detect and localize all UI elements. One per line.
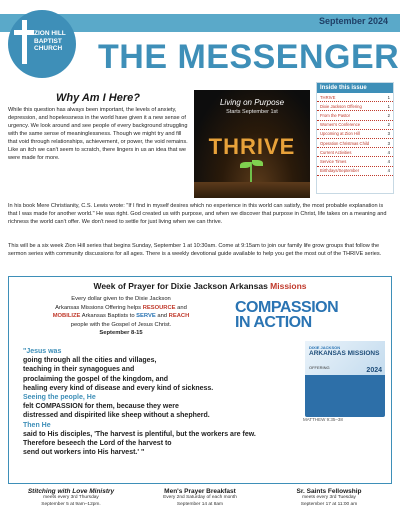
scripture-line: felt COMPASSION for them, because they were — [23, 403, 179, 411]
scripture-line: Seeing the people, He — [23, 394, 96, 402]
compassion-in-action-logo: COMPASSION IN ACTION — [235, 299, 339, 331]
toc-item[interactable]: Current Activities 4 — [317, 148, 393, 157]
event-mens-breakfast: Men's Prayer Breakfast Every 2nd Saturday of each month September 14 at 8am — [163, 488, 237, 507]
toc-item[interactable]: Birthdays/September 4 — [317, 167, 393, 176]
newsletter-title: THE MESSENGER — [98, 38, 400, 76]
article-intro: While this question has always been important, the levels of anxiety, depression, and hopelessness in the world have given it a new sense of urgency. We look around and see people of every background struggling with the same sense of meaninglessness. Though we might try and fill that void through relationships, achievement, or power, the void remains. Like an itch we can't seem to scratch, there lingers in us an idea that we were made for more. — [8, 107, 188, 161]
scripture-line: Therefore beseech the Lord of the harvest to — [23, 440, 172, 448]
toc-item[interactable]: From the Pastor 2 — [317, 111, 393, 120]
hero-subtitle: Starts September 1st — [226, 109, 278, 115]
toc-heading: Inside this issue — [317, 83, 393, 93]
hero-word: THRIVE — [208, 134, 296, 159]
soil-graphic — [194, 182, 310, 198]
scripture-line: send out workers into His harvest.' " — [23, 449, 145, 457]
scripture-line: proclaiming the gospel of the kingdom, and — [23, 375, 169, 383]
thrive-hero-image — [194, 90, 310, 198]
events-row — [8, 488, 392, 522]
toc-item[interactable]: Operation Christmas Child 3 — [317, 139, 393, 148]
issue-date: September 2024 — [318, 16, 388, 26]
event-stitching: Stitching with Love Ministry meets every 3rd Thursday September 5 at 9am–12pm. — [27, 488, 115, 507]
article-paragraph-lewis: In his book Mere Christianity, C.S. Lewis wrote: "If I find in myself desires which no experience in this world can satisfy, the most probable explanation is that I was made for another world." He was right. God created us with purpose, and when we discover that purpose in Christ, life takes on a meaning and richness the world can't offer. We don't need to settle for just living when we can thrive. — [8, 203, 387, 225]
toc-item[interactable]: Upcoming at Zion Hill 3 — [317, 130, 393, 139]
church-logo — [8, 10, 76, 78]
scripture-passage — [23, 347, 323, 457]
toc-list — [317, 93, 393, 176]
toc-item[interactable]: Dixie Jackson Offering 1 — [317, 102, 393, 111]
prayer-dates: September 8-15 — [99, 330, 143, 336]
scripture-line: teaching in their synagogues and — [23, 366, 135, 374]
hero-title: Living on Purpose — [219, 98, 285, 107]
prayer-intro: Every dollar given to the Dixie Jackson Arkansas Missions Offering helps RESOURCE and MOBILIZE Arkansas Baptists to SERVE and REACH people with the Gospel of Jesus Christ. September 8-15 — [23, 295, 219, 338]
cross-icon — [22, 20, 27, 64]
prayer-title: Week of Prayer for Dixie Jackson Arkansas Missions — [93, 281, 307, 291]
toc-item[interactable]: Women's Conference 2 — [317, 121, 393, 130]
scripture-reference: MATTHEW 9:35–38 — [303, 417, 343, 422]
week-of-prayer-box — [8, 276, 392, 484]
table-of-contents — [316, 82, 394, 194]
scripture-line: said to His disciples, 'The harvest is plentiful, but the workers are few. — [23, 430, 256, 438]
toc-item[interactable]: THRIVE 1 — [317, 93, 393, 102]
toc-item[interactable]: Service Times 4 — [317, 157, 393, 166]
logo-text: ZION HILL BAPTIST CHURCH — [34, 30, 66, 52]
scripture-line: "Jesus was — [23, 348, 62, 355]
scripture-line: Then He — [23, 421, 51, 429]
scripture-line: distressed and dispirited like sheep without a shepherd. — [23, 412, 210, 420]
offering-poster: DIXIE JACKSON ARKANSAS MISSIONS OFFERING 2024 — [305, 341, 385, 417]
article-paragraph-series: This will be a six week Zion Hill series that begins Sunday, September 1 at 10:30am. Come at 9:15am to join our family life grow groups that follow the sermon series with community discussions for all ages. There is a weekly devotional guide available to help you get the most out of the THRIVE series. — [8, 243, 382, 257]
article-heading: Why Am I Here? — [56, 92, 140, 104]
scripture-line: going through all the cities and villages, — [23, 357, 157, 365]
event-sr-saints: Sr. Saints Fellowship meets every 3rd Tuesday September 17 at 11:00 am — [296, 488, 362, 507]
scripture-line: healing every kind of disease and every kind of sickness. — [23, 384, 214, 392]
